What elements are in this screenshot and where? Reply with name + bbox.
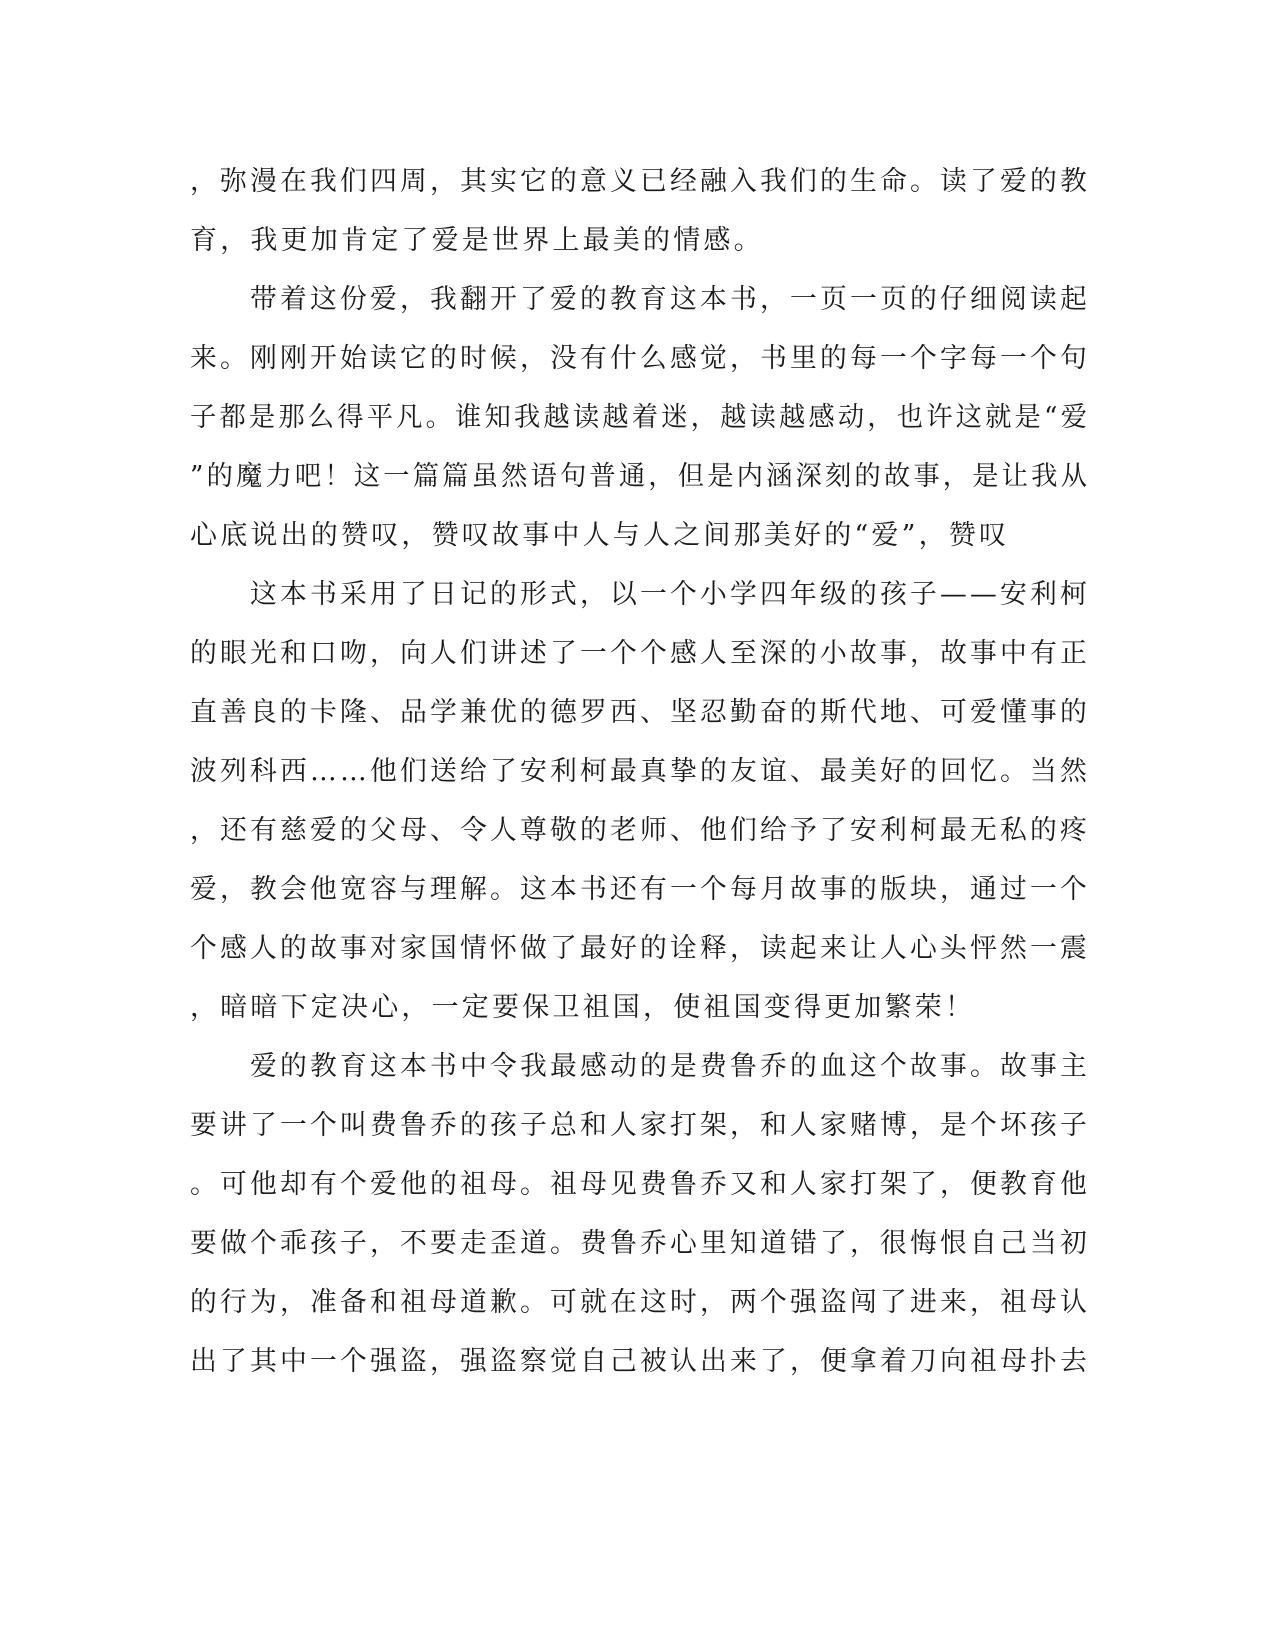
text-line: ，弥漫在我们四周，其实它的意义已经融入我们的生命。读了爱的教 — [190, 166, 1091, 197]
text-line: ，还有慈爱的父母、令人尊敬的老师、他们给予了安利柯最无私的疼 — [190, 815, 1091, 846]
text-line: 的行为，准备和祖母道歉。可就在这时，两个强盗闯了进来，祖母认 — [190, 1287, 1091, 1318]
text-line: 来。刚刚开始读它的时候，没有什么感觉，书里的每一个字每一个句 — [190, 343, 1091, 374]
text-line: 这本书采用了日记的形式，以一个小学四年级的孩子——安利柯 — [190, 579, 1091, 610]
text-line: ”的魔力吧！这一篇篇虽然语句普通，但是内涵深刻的故事，是让我从 — [190, 461, 1091, 492]
text-line: ，暗暗下定决心，一定要保卫祖国，使祖国变得更加繁荣！ — [190, 992, 976, 1023]
text-line: 波列科西……他们送给了安利柯最真挚的友谊、最美好的回忆。当然 — [190, 756, 1091, 787]
text-line: 直善良的卡隆、品学兼优的德罗西、坚忍勤奋的斯代地、可爱懂事的 — [190, 697, 1091, 728]
text-line: 育，我更加肯定了爱是世界上最美的情感。 — [190, 225, 764, 256]
text-line: 爱，教会他宽容与理解。这本书还有一个每月故事的版块，通过一个 — [190, 874, 1091, 905]
text-line: 。可他却有个爱他的祖母。祖母见费鲁乔又和人家打架了，便教育他 — [190, 1169, 1091, 1200]
text-line: 爱的教育这本书中令我最感动的是费鲁乔的血这个故事。故事主 — [190, 1051, 1091, 1082]
text-line: 带着这份爱，我翻开了爱的教育这本书，一页一页的仔细阅读起 — [190, 284, 1091, 315]
text-line: 心底说出的赞叹，赞叹故事中人与人之间那美好的“爱”，赞叹 — [190, 520, 1010, 551]
text-line: 个感人的故事对家国情怀做了最好的诠释，读起来让人心头怦然一震 — [190, 933, 1091, 964]
text-line: 子都是那么得平凡。谁知我越读越着迷，越读越感动，也许这就是“爱 — [190, 402, 1091, 433]
text-line: 的眼光和口吻，向人们讲述了一个个感人至深的小故事，故事中有正 — [190, 638, 1091, 669]
text-line: 要讲了一个叫费鲁乔的孩子总和人家打架，和人家赌博，是个坏孩子 — [190, 1110, 1091, 1141]
text-line: 出了其中一个强盗，强盗察觉自己被认出来了，便拿着刀向祖母扑去 — [190, 1346, 1091, 1377]
text-line: 要做个乖孩子，不要走歪道。费鲁乔心里知道错了，很悔恨自己当初 — [190, 1228, 1091, 1259]
